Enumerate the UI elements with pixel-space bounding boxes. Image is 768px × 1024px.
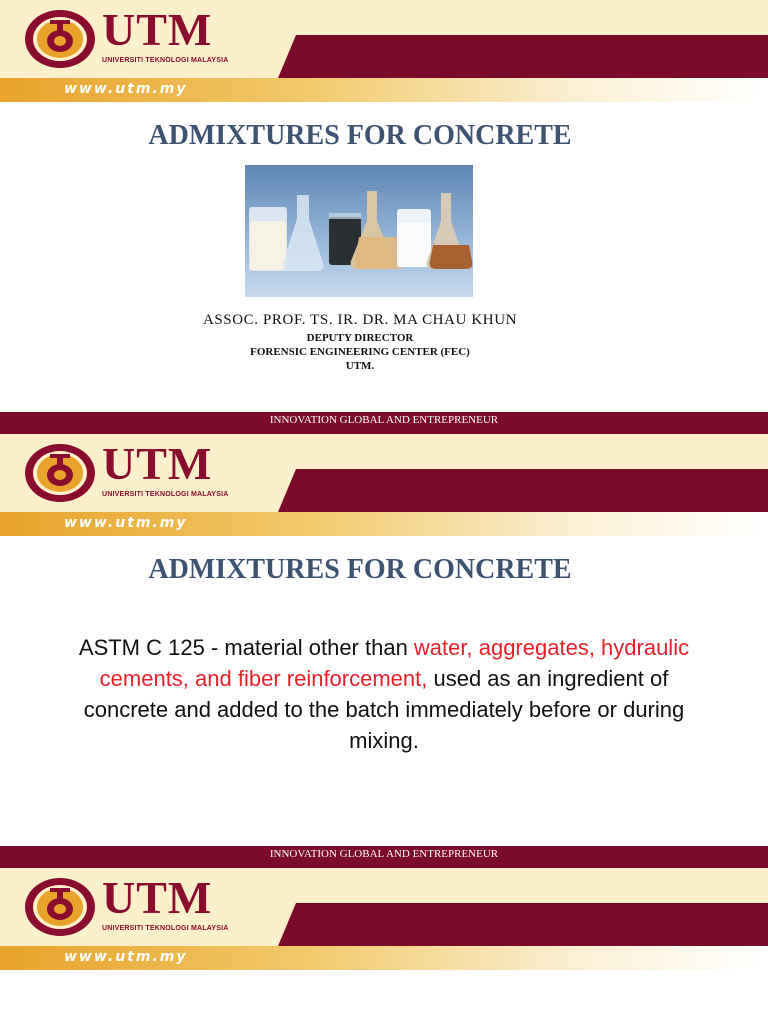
footer-tagline: INNOVATION GLOBAL AND ENTREPRENEUR (269, 848, 499, 860)
author-role-institution: UTM. (345, 360, 375, 372)
footer-tagline: INNOVATION GLOBAL AND ENTREPRENEUR (269, 414, 499, 426)
definition-paragraph (60, 632, 708, 756)
utm-subtitle: UNIVERSITI TEKNOLOGI MALAYSIA (102, 491, 229, 498)
website-url[interactable]: www.utm.my (64, 515, 188, 531)
utm-emblem-icon (24, 9, 96, 69)
utm-header-banner (0, 868, 768, 970)
definition-text-highlight: water, aggregates, hydraulic cements, and fiber reinforcement, (99, 635, 690, 691)
slide-title: ADMIXTURES FOR CONCRETE (148, 554, 572, 585)
author-role-center: FORENSIC ENGINEERING CENTER (FEC) (250, 346, 470, 358)
definition-text-end: used as an ingredient of concrete and added to the batch immediately before or during mixing. (83, 666, 685, 753)
utm-wordmark: UTM (102, 438, 213, 489)
slide-1 (0, 0, 768, 434)
author-name: ASSOC. PROF. TS. IR. DR. MA CHAU KHUN (202, 312, 518, 328)
utm-emblem-icon (24, 877, 96, 937)
website-url[interactable]: www.utm.my (64, 81, 188, 97)
utm-subtitle: UNIVERSITI TEKNOLOGI MALAYSIA (102, 925, 229, 932)
slide-footer (0, 846, 768, 868)
utm-subtitle: UNIVERSITI TEKNOLOGI MALAYSIA (102, 57, 229, 64)
slide-3 (0, 868, 768, 1024)
website-url[interactable]: www.utm.my (64, 949, 188, 965)
author-role-title: DEPUTY DIRECTOR (306, 332, 414, 344)
utm-header-banner (0, 434, 768, 536)
definition-text-start: ASTM C 125 - material other than (78, 635, 414, 660)
utm-emblem-icon (24, 443, 96, 503)
laboratory-glassware-photo (245, 165, 473, 297)
slide-2 (0, 434, 768, 868)
utm-header-banner (0, 0, 768, 102)
utm-wordmark: UTM (102, 4, 213, 55)
slide-title: ADMIXTURES FOR CONCRETE (148, 120, 572, 151)
utm-wordmark: UTM (102, 872, 213, 923)
slide-footer (0, 412, 768, 434)
